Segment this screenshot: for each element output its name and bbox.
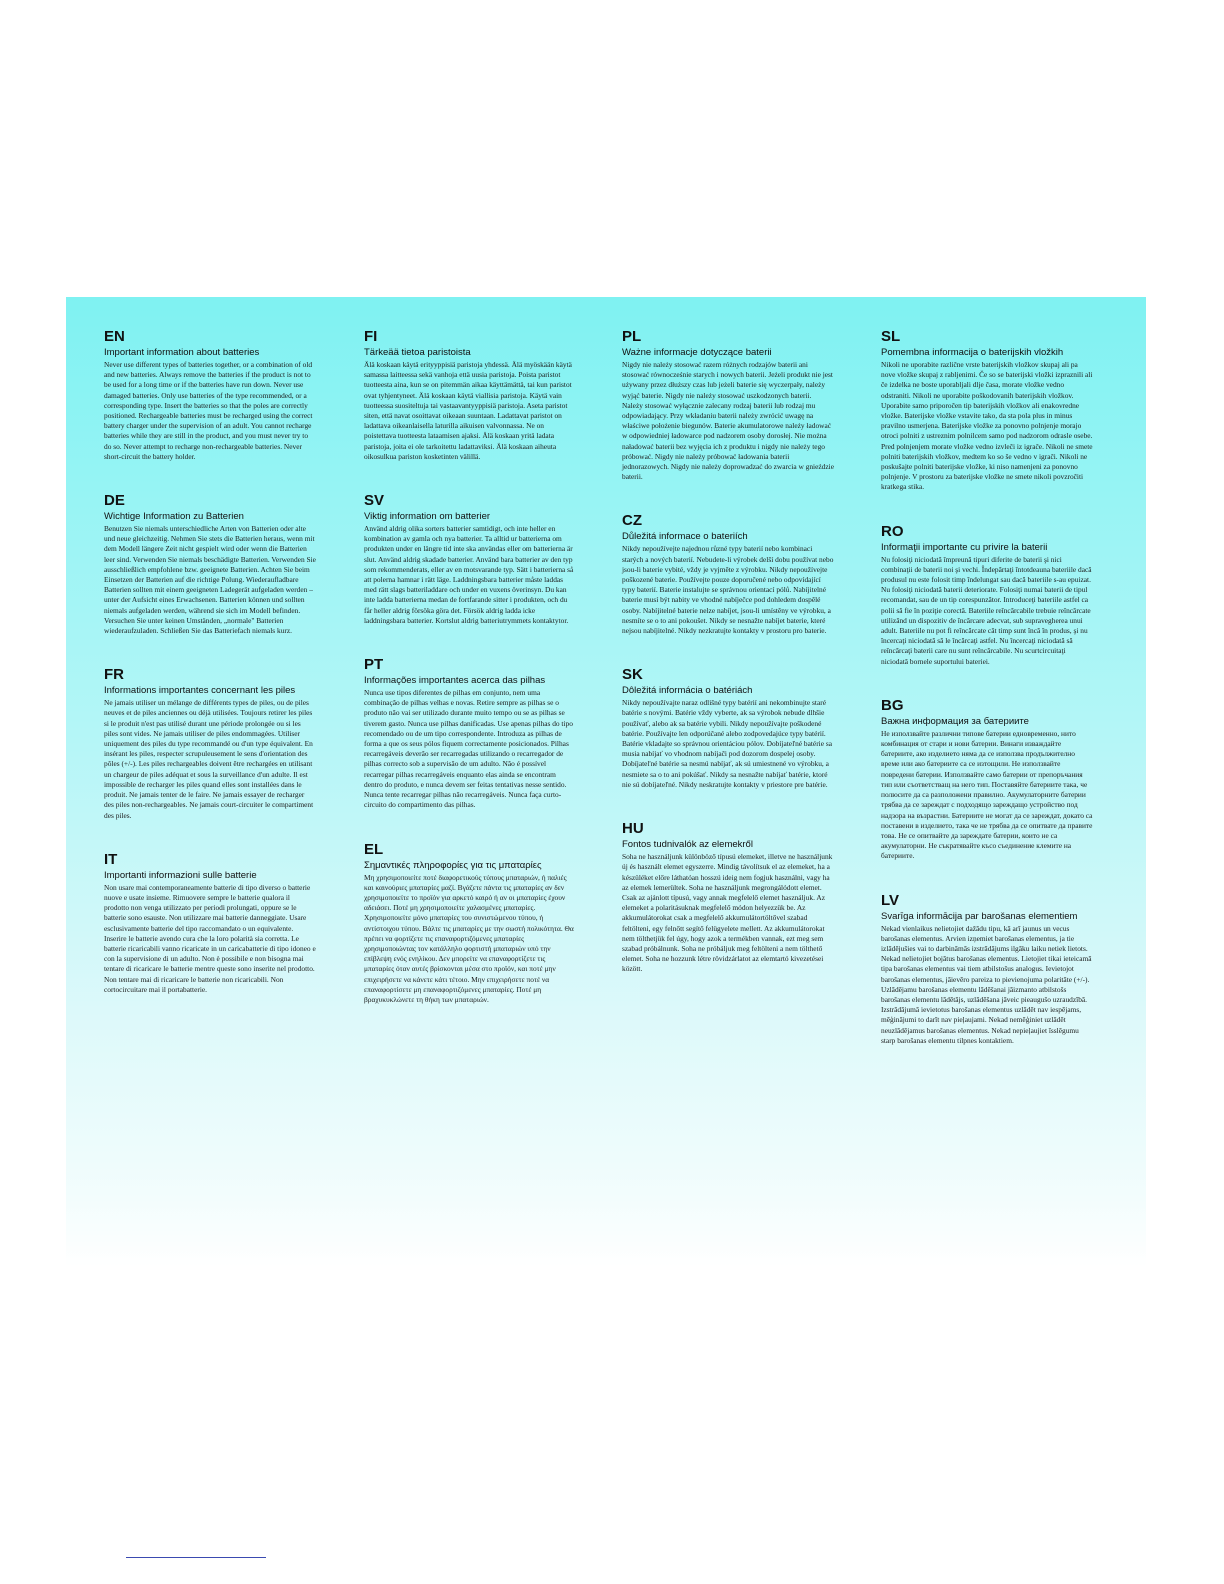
- section-body: Nikdy nepoužívajte naraz odlišné typy batérií ani nekombinujte staré batérie s novými. Batérie vždy vyberte, ak sa výrobok nebude dlhšie používať, alebo ak sa batérie vybili. Nikdy nepoužívajte poškodené batérie. Používajte len odporúčané alebo zodpovedajúce typy batérií. Batérie vkladajte so správnou orientáciou pólov. Dobíjateľné batérie sa musia nabíjať vo vhodnom nabíjači pod dozorom dospelej osoby. Dobíjateľné batérie sa nesmú nabíjať, ak sú umiestnené vo výrobku, a nesmiete sa o to ani pokúšať. Nikdy sa nesnažte nabíjať batérie, ktoré nie sú dobíjateľné. Nikdy neskratujte kontakty v priestore pre batérie.: [622, 698, 833, 789]
- language-code: EL: [364, 840, 384, 858]
- section-body: Non usare mai contemporaneamente batterie di tipo diverso o batterie nuove e usate insieme. Rimuovere sempre le batterie qualora il prodotto non venga utilizzato per periodi prolungati, oppure se le batterie sono esauste. Non utilizzare mai batterie danneggiate. Usare esclusivamente batterie del tipo raccomandato o un equivalente. Inserire le batterie avendo cura che la loro polarità sia corretta. Le batterie ricaricabili vanno ricaricate in un caricabatterie di tipo idoneo e con la supervisione di un adulto. Non è possibile e non bisogna mai tentare di ricaricare le batterie mentre queste sono inserite nel prodotto. Non tentare mai di ricaricare le batterie non ricaricabili. Non cortocircuitare mai il portabatterie.: [104, 882, 316, 994]
- section-title: Fontos tudnivalók az elemekről: [622, 839, 753, 851]
- section-title: Important information about batteries: [104, 347, 260, 358]
- section-fr: [104, 666, 316, 820]
- section-body: Älä koskaan käytä erityyppisiä paristoja yhdessä. Älä myöskään käytä samassa laitteessa sekä vanhoja että uusia paristoja. Poista paristot tuotteesta aina, kun se on pitemmän aikaa käyttämättä, tai kun paristot ovat tyhjentyneet. Älä koskaan käytä viallisia paristoja. Käytä vain tuotteessa suositeltuja tai vastaavantyyppisiä paristoja. Aseta paristot siten, että navat osoittavat oikeaan suuntaan. Ladattavat paristot on ladattava oikeanlaisella laturilla aikuisen valvonnassa. Ne on poistettava tuotteesta lataamisen ajaksi. Älä koskaan yritä ladata paristoja, joita ei ole tarkoitettu ladattaviksi. Älä koskaan aiheuta oikosulkua pariston kosketinten välillä.: [364, 360, 572, 461]
- section-title: Informações importantes acerca das pilhas: [364, 675, 546, 687]
- section-body: Μη χρησιμοποιείτε ποτέ διαφορετικούς τύπους μπαταριών, ή παλιές και καινούριες μπαταρίες μαζί. Βγάζετε πάντα τις μπαταρίες αν δεν χρησιμοποιείτε το προϊόν για αρκετό καιρό ή αν οι μπαταρίες έχουν αδειάσει. Ποτέ μη χρησιμοποιείτε χαλασμένες μπαταρίες. Χρησιμοποιείτε μόνο μπαταρίες του συνιστώμενου τύπου, ή αντίστοιχου τύπου. Βάλτε τις μπαταρίες με την σωστή πολικότητα. Θα πρέπει να φορτίζετε τις επαναφορτιζόμενες μπαταρίες χρησιμοποιώντας τον κατάλληλο φορτιστή μπαταριών υπό την επίβλεψη ενός ενηλίκου. Δεν μπορείτε να επαναφορτίζετε τις μπαταρίες όταν αυτές βρίσκονται μέσα στο προϊόν, και ποτέ μην επιχειρήσετε να κάνετε κάτι τέτοιο. Μην επιχειρήσετε ποτέ να επαναφορτίσετε μη επαναφορτιζόμενες μπαταρίες. Ποτέ μη βραχυκυκλώνετε τη θήκη των μπαταριών.: [364, 872, 574, 1004]
- section-body: Nikdy nepoužívejte najednou různé typy baterií nebo kombinaci starých a nových baterií. Nebudete-li výrobek delší dobu používat nebo jsou-li baterie vybité, vždy je vyjměte z výrobku. Nikdy nepoužívejte poškozené baterie. Používejte pouze doporučené nebo odpovídající typy baterií. Baterie instalujte se správnou orientací pólů. Nabíjitelné baterie musí být nabity ve vhodné nabíječce pod dohledem dospělé osoby. Nabíjitelné baterie nelze nabíjet, jsou-li umístěny ve výrobku, a nesmíte se o to ani pokoušet. Nikdy se nesnažte nabíjet baterie, které nejsou nabíjitelné. Nikdy nezkratujte kontakty v prostoru pro baterie.: [622, 544, 834, 636]
- section-body: Soha ne használjunk különböző típusú elemeket, illetve ne használjunk új és használt elemet egyszerre. Mindig távolítsuk el az elemeket, ha a készüléket előre láthatóan hosszú ideig nem fogjuk használni, vagy ha az elemek lemerültek. Soha ne használjunk megrongálódott elemet. Csak az ajánlott típusú, vagy annak megfelelő elemet használjuk. Az elemeket a polaritásuknak megfelelő módon helyezzük be. Az akkumulátorokat csak a megfelelő akkumulátortöltővel szabad feltölteni, egy felnőtt segítő felügyelete mellett. Az akkumulátorokat nem tölthetjük fel úgy, hogy azok a termékben vannak, ezt meg sem szabad próbálnunk. Soha ne próbáljuk meg feltölteni a nem tölthető elemet. Soha ne hozzunk létre rövidzárlatot az elemtartó kivezetései között.: [622, 852, 833, 974]
- section-en: [104, 328, 316, 462]
- section-title: Svarīga informācija par barošanas elementiem: [881, 910, 1078, 922]
- language-code: BG: [881, 696, 904, 714]
- language-code: EN: [104, 328, 125, 345]
- column-2: [364, 328, 576, 1035]
- section-pt: [364, 656, 576, 810]
- section-pl: [622, 328, 834, 482]
- section-title: Ważne informacje dotyczące baterii: [622, 347, 772, 358]
- section-title: Wichtige Information zu Batterien: [104, 511, 244, 523]
- section-body: Använd aldrig olika sorters batterier samtidigt, och inte heller en kombination av gamla och nya batterier. Ta alltid ur batterierna om produkten under en längre tid inte ska användas eller om batterierna är slut. Använd aldrig skadade batterier. Använd bara batterier av den typ som rekommenderats, eller av en motsvarande typ. Sätt i batterierna så att polerna hamnar i rätt läge. Laddningsbara batterier måste laddas med rätt slags batteriladdare och under en vuxens överinsyn. Du kan inte ladda batterierna medan de fortfarande sitter i produkten, och du får heller aldrig försöka göra det. Försök aldrig ladda icke laddningsbara batterier. Kortslut aldrig batteriutrymmets kontaktytor.: [364, 524, 574, 625]
- language-code: IT: [104, 850, 118, 868]
- section-title: Σημαντικές πληροφορίες για τις μπαταρίες: [364, 859, 542, 871]
- footer-rule: [126, 1557, 266, 1558]
- section-title: Важна информация за батериите: [881, 715, 1029, 727]
- section-cz: [622, 512, 834, 636]
- section-title: Důležitá informace o bateriích: [622, 531, 748, 543]
- language-code: FI: [364, 328, 378, 345]
- section-body: Benutzen Sie niemals unterschiedliche Arten von Batterien oder alte und neue gleichzeitig. Nehmen Sie stets die Batterien heraus, wenn mit dem Modell längere Zeit nicht gespielt wird oder wenn die Batterien leer sind. Verwenden Sie niemals beschädigte Batterien. Verwenden Sie ausschließlich empfohlene bzw. geeignete Batterien. Achten Sie beim Einsetzen der Batterien auf die richtige Polung. Wiederaufladbare Batterien sollten mit einem geeigneten Ladegerät aufgeladen werden – unter der Aufsicht eines Erwachsenen. Batterien können und sollten niemals aufgeladen werden, während sie sich im Modell befinden. Versuchen Sie unter keinen Umständen, „normale" Batterien wiederaufzuladen. Schließen Sie das Batteriefach niemals kurz.: [104, 524, 316, 636]
- column-4: [881, 328, 1093, 1076]
- section-body: Nikoli ne uporabite različne vrste baterijskih vložkov skupaj ali pa nove vložke skupaj z rabljenimi. Če so se baterijski vložki izpraznili ali če izdelka ne boste uporabljali dlje časa, morate vložke vedno odstraniti. Nikoli ne uporabite poškodovanih baterijskih vložkov. Uporabite samo priporočen tip baterijskih vložkov ali enakovredne vložke. Baterijske vložke vstavite tako, da sta pola plus in minus pravilno usmerjena. Baterijske vložke za ponovno polnjenje morajo otroci polniti z ustreznim polnilcem samo pod nadzorom odrasle osebe. Pred polnjenjem morate vložke vedno izvleči iz igrače. Nikoli ne smete polniti baterijskih vložkov, medtem ko so še vedno v igrači. Nikoli ne poskušajte polniti baterijske vložke, ki niso namenjeni za ponovno polnjenje. V prostoru za baterijske vložke ne smete nikoli povzročiti kratkega stika.: [881, 360, 1093, 492]
- section-body: Nekad vienlaikus nelietojiet dažādu tipu, kā arī jaunus un vecus barošanas elementus. Arvien izņemiet barošanas elementus, ja tie izlādējušies vai to darbināmās izstrādājums ilgāku laiku netiek lietots. Nekad nelietojiet bojātus barošanas elementus. Lietojiet tikai ieteicamā tipa barošanas elementus vai tiem atbilstošus analogus. Ievietojot barošanas elementus, jāievēro pareiza to pievienojuma polaritāte (+/-). Uzlādējamu barošanas elementu lādēšanai jāizmanto atbilstošs barošanas elementu lādētājs, uzlādēšana jāveic pieaugušo uzraudzībā. Izstrādājumā ievietotus barošanas elementus uzlādēt nav iespējams, mēģinājumi to darīt nav pieļaujami. Nekad nemēģiniet uzlādēt neuzlādējamus barošanas elementus. Nekad nepieļaujiet īsslēgumu starp barošanas elementu tilpnes kontaktiem.: [881, 923, 1092, 1045]
- language-code: SV: [364, 492, 385, 510]
- section-title: Importanti informazioni sulle batterie: [104, 869, 257, 881]
- language-code: CZ: [622, 512, 642, 530]
- column-3: [622, 328, 834, 1005]
- language-code: DE: [104, 492, 125, 510]
- column-1: [104, 328, 316, 1025]
- language-code: RO: [881, 522, 904, 540]
- section-title: Tärkeää tietoa paristoista: [364, 347, 471, 358]
- section-bg: [881, 697, 1093, 862]
- section-fi: [364, 328, 576, 462]
- language-code: HU: [622, 820, 644, 838]
- language-code: SK: [622, 666, 643, 684]
- language-code: LV: [881, 891, 900, 909]
- section-hu: [622, 820, 834, 974]
- section-body: Ne jamais utiliser un mélange de différents types de piles, ou de piles neuves et de piles anciennes ou déjà utilisées. Toujours retirer les piles si le produit n'est pas utilisé durant une période prolongée ou si les piles sont vides. Ne jamais utiliser de piles endommagées. Utiliser uniquement des piles du type recommandé ou d'un type équivalent. En insérant les piles, respecter scrupuleusement le sens d'orientation des pôles (+/-). Les piles rechargeables doivent être rechargées en utilisant un chargeur de piles adéquat et sous la surveillance d'un adulte. Il est impossible de recharger les piles quand elles sont installées dans le produit. Ne jamais tenter de le faire. Ne jamais essayer de recharger des piles non-rechargeables. Ne jamais court-circuiter le compartiment des piles.: [104, 698, 314, 820]
- language-code: FR: [104, 666, 124, 684]
- section-ro: [881, 523, 1093, 667]
- language-code: SL: [881, 328, 901, 345]
- section-body: Nu folosiţi niciodată împreună tipuri diferite de baterii şi nici combinaţii de baterii noi şi vechi. Îndepărtaţi întotdeauna bateriile dacă produsul nu este folosit timp îndelungat sau dacă bateriile s-au epuizat. Nu folosiţi niciodată baterii deteriorate. Folosiţi numai baterii de tipul recomandat, sau de un tip corespunzător. Introduceţi bateriile astfel ca polii să fie în poziţie corectă. Bateriile reîncărcabile trebuie reîncărcate utilizând un dispozitiv de încărcare adecvat, sub supravegherea unui adult. Bateriile nu pot fi reîncărcate cât timp sunt încă în produs, şi nu încercaţi niciodată să le încărcaţi astfel. Nu încercaţi niciodată să reîncărcaţi baterii care nu sunt reîncărcabile. Nu scurtcircuitaţi niciodată bornele suportului bateriei.: [881, 554, 1092, 666]
- section-title: Dôležitá informácia o batériách: [622, 685, 753, 697]
- section-body: Never use different types of batteries together, or a combination of old and new batteries. Always remove the batteries if the product is not to be used for a long time or if the batteries have run down. Never use damaged batteries. Only use batteries of the type recommended, or a corresponding type. Insert the batteries so that the poles are correctly positioned. Rechargeable batteries must be recharged using the correct battery charger under the supervision of an adult. You cannot recharge batteries while they are still in the product, and you must never try to do so. Never attempt to recharge non-rechargeable batteries. Never short-circuit the battery holder.: [104, 360, 313, 461]
- section-title: Viktig information om batterier: [364, 511, 491, 523]
- section-title: Informaţii importante cu privire la baterii: [881, 541, 1048, 553]
- section-de: [104, 492, 316, 636]
- section-body: Не използвайте различни типове батерии едновременно, нито комбинация от стари и нови батерии. Винаги изваждайте батериите, ако изделието няма да се използва продължително време или ако батериите са се изтощили. Не използвайте повредени батерии. Използвайте само батерии от препоръчания тип или съответстващ на него тип. Поставяйте батериите така, че полюсите да са разположени правилно. Акумулаторните батерии трябва да се зареждат с подходящо зареждащо устройство под надзора на възрастни. Батериите не могат да се зареждат, докато са поставени в изделието, така че не трябва да се опитвате да правите това. Не се опитвайте да зареждате батерии, които не са акумулаторни. Не съкратявайте късо съединение клемите на батериите.: [881, 728, 1093, 861]
- section-el: [364, 841, 576, 1006]
- section-sv: [364, 492, 576, 626]
- language-code: PT: [364, 656, 384, 674]
- section-title: Informations importantes concernant les piles: [104, 685, 296, 697]
- section-sk: [622, 666, 834, 790]
- section-it: [104, 851, 316, 995]
- section-title: Pomembna informacija o baterijskih vložkih: [881, 347, 1064, 358]
- section-body: Nunca use tipos diferentes de pilhas em conjunto, nem uma combinação de pilhas velhas e novas. Retire sempre as pilhas se o produto não vai ser utilizado durante muito tempo ou se as pilhas se tiverem gasto. Nunca use pilhas danificadas. Use apenas pilhas do tipo recomendado ou de um tipo correspondente. Introduza as pilhas de forma a que os seus pólos fiquem correctamente posicionados. Pilhas recarregáveis deverão ser recarregadas utilizando o recarregador de pilhas correcto sob a supervisão de um adulto. Não é possível recarregar pilhas recarregáveis enquanto elas ainda se encontram dentro do produto, e nunca devem ser feitas tentativas nesse sentido. Nunca tente recarregar pilhas não recarregáveis. Nunca faça curto-circuito do compartimento das pilhas.: [364, 688, 573, 810]
- section-lv: [881, 892, 1093, 1046]
- language-code: PL: [622, 328, 642, 345]
- section-sl: [881, 328, 1093, 493]
- section-body: Nigdy nie należy stosować razem różnych rodzajów baterii ani stosować równocześnie starych i nowych baterii. Jeżeli produkt nie jest używany przez dłuższy czas lub jeżeli baterie się wyczerpały, należy wyjąć baterie. Nigdy nie należy stosować uszkodzonych baterii. Należy stosować wyłącznie zalecany rodzaj baterii lub rodzaj mu odpowiadający. Przy wkładaniu baterii należy zwrócić uwagę na właściwe położenie biegunów. Baterie akumulatorowe należy ładować w odpowiedniej ładowarce pod nadzorem osoby dorosłej. Nie można naładować baterii bez wyjęcia ich z produktu i nigdy nie należy tego próbować. Nigdy nie należy próbować ładowania baterii jednorazowych. Nigdy nie należy doprowadzać do zwarcia w gnieździe baterii.: [622, 360, 834, 482]
